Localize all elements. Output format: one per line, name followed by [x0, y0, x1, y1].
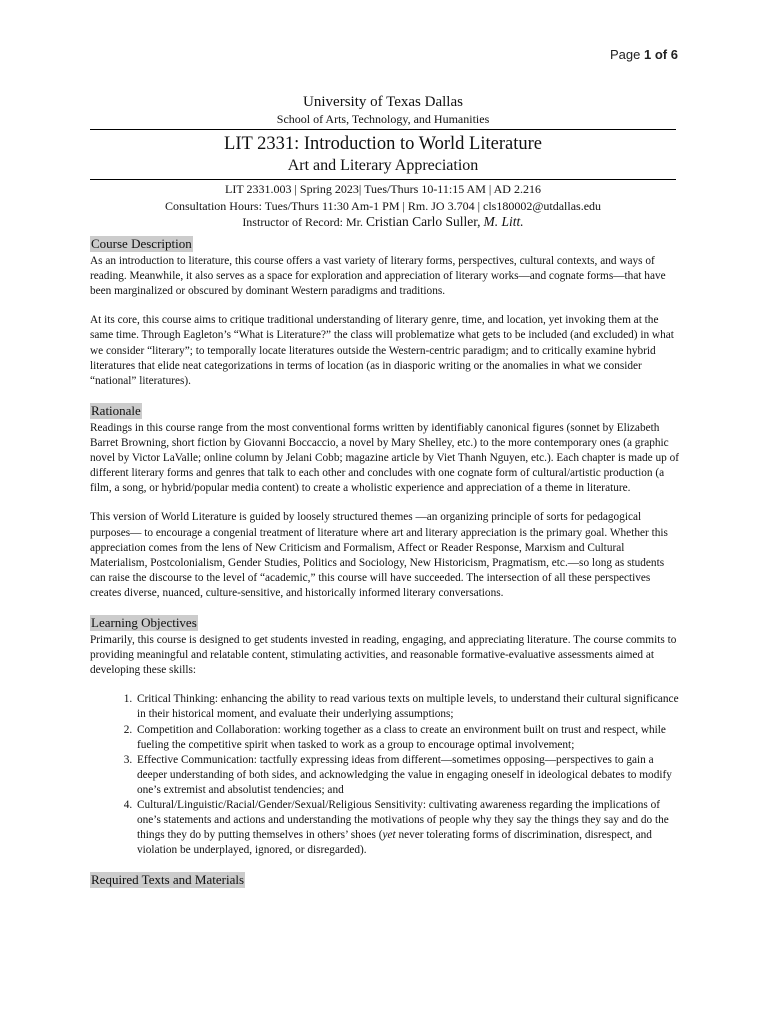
- objective-item: 1. Critical Thinking: enhancing the ability to read various texts on multiple levels, to understand their cultural significance in their historical moment, and evaluate their underlying assumptions;: [135, 692, 680, 722]
- objective-item: 3. Effective Communication: tactfully expressing ideas from different—sometimes opposing—perspectives to gain a deeper understanding of both sides, and acknowledging the value in engaging oneself in ideological debates to modify one’s extremist and absolutist tendencies; and: [135, 753, 680, 798]
- objective-item: [135, 798, 680, 858]
- school-name: School of Arts, Technology, and Humanities: [276, 112, 490, 126]
- university-name: University of Texas Dallas: [303, 94, 463, 110]
- rationale-paragraph-1: Readings in this course range from the most conventional forms written by identifiably canonical figures (sonnet by Elizabeth Barret Browning, short fiction by Giovanni Boccaccio, a novel by Mary Shelley, etc.) to the more contemporary ones (a graphic novel by Victor LaValle; online column by Jelani Cobb; magazine article by Viet Thanh Nguyen, etc.). Each chapter is made up of different literary forms and genres that talk to each other and concludes with one cognate form of cultural/artistic production (a film, a song, or hybrid/popular media content) to create a wholistic experience and appreciation of a theme in literature.: [90, 421, 680, 495]
- learning-objectives-list: [90, 692, 680, 858]
- header-rule-bottom: [90, 179, 676, 180]
- rationale-heading: Rationale: [91, 402, 141, 418]
- header-rule-top: [90, 129, 676, 130]
- page-of: of: [654, 47, 668, 62]
- page-current: 1: [644, 47, 652, 62]
- instructor-prefix: Instructor of Record: Mr.: [242, 215, 366, 229]
- course-description-heading: Course Description: [91, 236, 192, 251]
- course-description-paragraph-2: At its core, this course aims to critique traditional understanding of literary genre, time, and location, yet invoking them at the same time. Through Eagleton’s “What is Literature?” the class will problematize what gets to be included (and excluded) in what we consider “literary”; to temporally locate literatures outside the Western-centric paradigm; and to critically examine hybrid literatures that elide neat categorizations in terms of location (as in diasporic writing or the anomalies in what we consider “national” literatures).: [90, 314, 674, 387]
- instructor-name: Cristian Carlo Suller,: [365, 214, 481, 229]
- section-info: LIT 2331.003 | Spring 2023| Tues/Thurs 10-11:15 AM | AD 2.216: [225, 182, 541, 196]
- course-title: LIT 2331: Introduction to World Literature: [224, 134, 542, 154]
- objective-item: 2. Competition and Collaboration: working together as a class to create an environment built on trust and respect, while fueling the competitive spirit when tasked to work as a group to encourage optimal involvement;: [135, 723, 680, 753]
- objective-4-emphasis: yet: [382, 829, 396, 842]
- consultation-info: Consultation Hours: Tues/Thurs 11:30 Am-1 PM | Rm. JO 3.704 | cls180002@utdallas.edu: [164, 198, 602, 213]
- page-label: Page: [610, 47, 641, 62]
- objective-4-text-after: never tolerating forms of discrimination, disrespect, and violation be underplayed, ignored, or disregarded).: [137, 829, 652, 857]
- page-total: 6: [670, 47, 678, 62]
- course-subtitle: Art and Literary Appreciation: [287, 157, 479, 174]
- objective-4-text-before: Cultural/Linguistic/Racial/Gender/Sexual/Religious Sensitivity: cultivating awareness regarding the implications of one’s statements and actions and understanding the motivations of people why they say the things they say and do the things they do by putting themselves in others’ shoes (: [137, 799, 669, 842]
- learning-objectives-intro: Primarily, this course is designed to get students invested in reading, engaging, and appreciating literature. The course commits to providing meaningful and relatable content, stimulating activities, and reasonable formative-evaluative assessments aimed at developing these skills:: [90, 634, 677, 677]
- instructor-info: [90, 215, 676, 230]
- document-body: [90, 236, 680, 890]
- rationale-paragraph-2: This version of World Literature is guided by loosely structured themes —an organizing principle of sorts for pedagogical purposes— to encourage a congenial treatment of literature where art and literary appreciation is the primary goal. Whether this appreciation comes from the lens of New Criticism and Formalism, Affect or Reader Response, Marxism and Cultural Materialism, Postcolonialism, Gender Studies, Politics and Sociology, New Historicism, Pragmatism, etc.—so long as students can raise the discourse to the level of “academic,” this course will have succeeded. The intersection of all these perspectives creates diverse, nuanced, culture-sensitive, and historically informed literary conversations.: [90, 511, 668, 599]
- learning-objectives-heading: Learning Objectives: [91, 614, 197, 630]
- required-texts-heading: Required Texts and Materials: [91, 872, 245, 888]
- instructor-degree: M. Litt.: [483, 214, 524, 229]
- document-header: [90, 93, 676, 230]
- course-description-paragraph-1: As an introduction to literature, this course offers a vast variety of literary forms, perspectives, cultural contexts, and ways of reading. Meanwhile, it also serves as a space for exploration and appreciation of literary works—and cognate forms—that have been marginalized or obscured by dominant Western paradigms and traditions.: [90, 255, 666, 298]
- page-number: [610, 47, 678, 62]
